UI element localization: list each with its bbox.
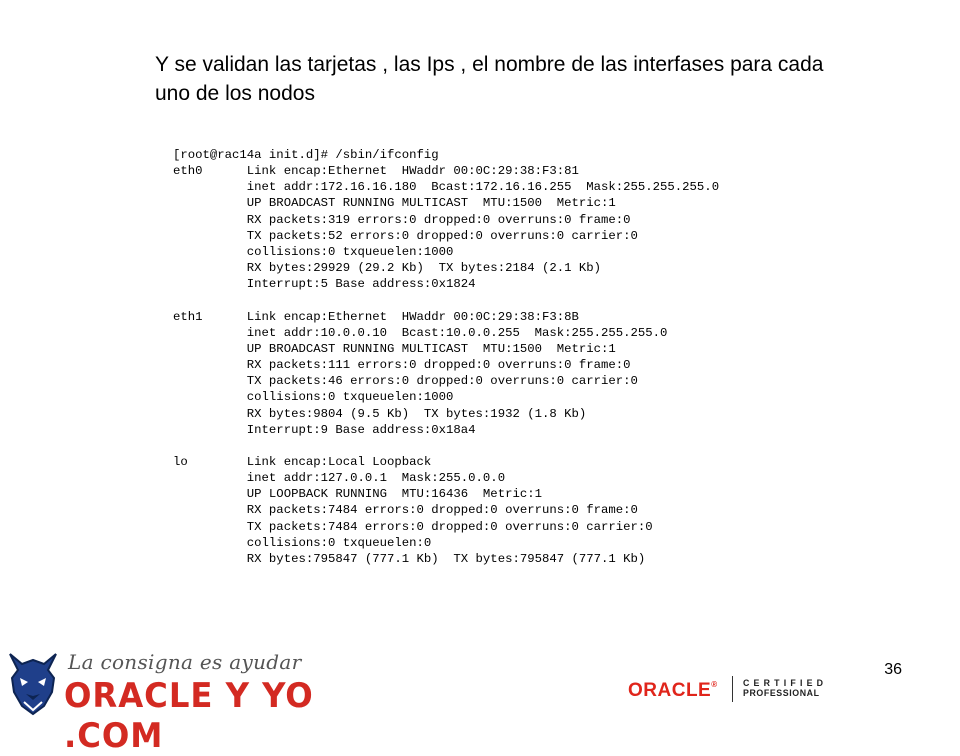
wolf-mascot-icon — [4, 648, 62, 718]
terminal-line: collisions:0 txqueuelen:1000 — [173, 244, 454, 259]
terminal-line: UP BROADCAST RUNNING MULTICAST MTU:1500 Metric:1 — [173, 341, 616, 356]
terminal-line: inet addr:172.16.16.180 Bcast:172.16.16.255 Mask:255.255.255.0 — [173, 180, 720, 195]
terminal-line: inet addr:10.0.0.10 Bcast:10.0.0.255 Mask:255.255.255.0 — [173, 325, 668, 340]
oracle-logo-text: ORACLE — [628, 680, 712, 701]
ifconfig-output — [173, 147, 719, 567]
terminal-line: Interrupt:9 Base address:0x18a4 — [173, 422, 476, 437]
registered-mark: ® — [711, 680, 718, 689]
logo-divider — [732, 676, 733, 702]
terminal-line: eth1 Link encap:Ethernet HWaddr 00:0C:29:38:F3:8B — [173, 309, 579, 324]
brand-name: ORACLE Y YO .COM — [64, 676, 314, 756]
terminal-line: collisions:0 txqueuelen:1000 — [173, 390, 454, 405]
terminal-line: RX packets:111 errors:0 dropped:0 overruns:0 frame:0 — [173, 358, 631, 373]
terminal-line: TX packets:7484 errors:0 dropped:0 overruns:0 carrier:0 — [173, 519, 653, 534]
terminal-line: RX packets:7484 errors:0 dropped:0 overruns:0 frame:0 — [173, 503, 638, 518]
oracle-logo — [628, 680, 718, 702]
terminal-line: RX bytes:9804 (9.5 Kb) TX bytes:1932 (1.8 Kb) — [173, 406, 587, 421]
certified-professional-badge — [743, 678, 827, 698]
terminal-line: [root@rac14a init.d]# /sbin/ifconfig — [173, 148, 439, 162]
terminal-line: RX bytes:29929 (29.2 Kb) TX bytes:2184 (2.1 Kb) — [173, 261, 602, 276]
terminal-line: RX bytes:795847 (777.1 Kb) TX bytes:795847 (777.1 Kb) — [173, 551, 646, 566]
terminal-line: TX packets:52 errors:0 dropped:0 overruns:0 carrier:0 — [173, 228, 638, 243]
oracleyyo-logo — [2, 644, 422, 756]
terminal-line: eth0 Link encap:Ethernet HWaddr 00:0C:29:38:F3:81 — [173, 164, 579, 179]
terminal-line: inet addr:127.0.0.1 Mask:255.0.0.0 — [173, 471, 506, 486]
terminal-line: UP BROADCAST RUNNING MULTICAST MTU:1500 Metric:1 — [173, 196, 616, 211]
terminal-line: Interrupt:5 Base address:0x1824 — [173, 277, 476, 292]
terminal-line: lo Link encap:Local Loopback — [173, 454, 432, 469]
certified-label: CERTIFIED — [743, 678, 828, 688]
terminal-line: TX packets:46 errors:0 dropped:0 overruns:0 carrier:0 — [173, 374, 638, 389]
terminal-line: UP LOOPBACK RUNNING MTU:16436 Metric:1 — [173, 487, 542, 502]
tagline: La consigna es ayudar — [68, 650, 302, 674]
terminal-line: collisions:0 txqueuelen:0 — [173, 535, 432, 550]
professional-label: PROFESSIONAL — [743, 688, 820, 698]
terminal-line: RX packets:319 errors:0 dropped:0 overruns:0 frame:0 — [173, 212, 631, 227]
slide-heading: Y se validan las tarjetas , las Ips , el nombre de las interfases para cada uno de los nodos — [155, 53, 824, 105]
page-number: 36 — [884, 661, 902, 678]
